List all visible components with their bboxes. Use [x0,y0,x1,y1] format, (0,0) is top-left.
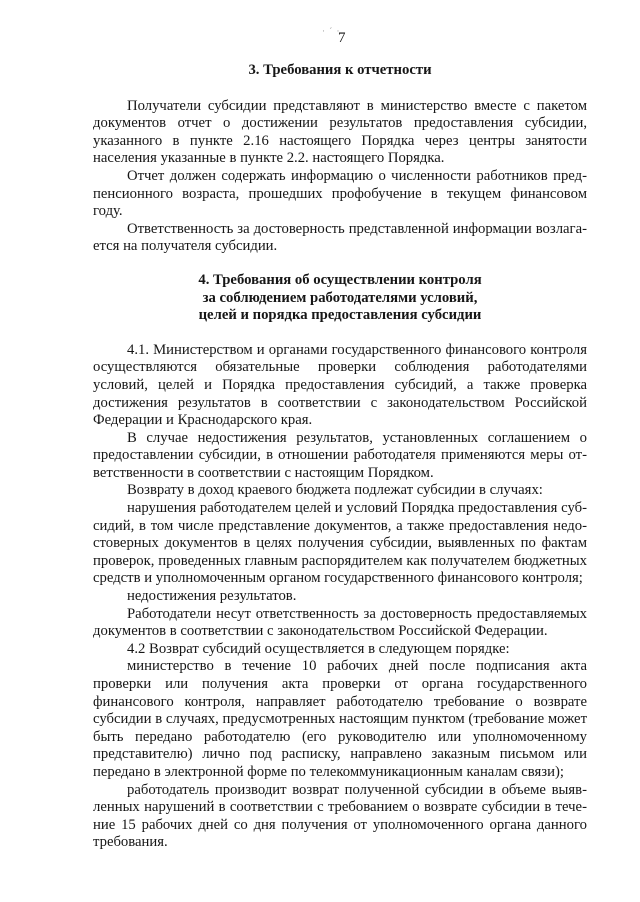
section-4-paragraph: 4.1. Министерством и органами государственного финансового контроля осуществляются обязательные проверки соблюдения работодателями условий, целей и Порядка предоставления субсидий, а также проверка достижения результатов в соответствии с законодательством Российской Федерации и Краснодарского края. [93,341,587,429]
document-body [93,62,587,852]
section-3-title: 3. Требования к отчетности [248,62,432,78]
section-3-paragraph: Ответственность за достоверность представленной информации возлагается на получателя субсидии. [93,220,587,255]
section-4-title-line: целей и порядка предоставления субсидии [198,307,482,324]
section-4-title-line: за соблюдением работодателями условий, [202,289,478,306]
section-4-paragraph: Возврату в доход краевого бюджета подлежат субсидии в случаях: [127,482,543,499]
section-4-paragraph: работодатель производит возврат полученной субсидии в объеме выявленных нарушений в соответствии с требованием о возврате субсидии в течение 15 рабочих дней со дня получения от уполномоченного органа данного требования. [93,781,587,851]
section-4-paragraph: Работодатели несут ответственность за достоверность предоставляемых документов в соответствии с законодательством Российской Федерации. [93,605,587,640]
section-4-paragraph: нарушения работодателем целей и условий Порядка предоставления субсидий, в том числе представление документов, а также предоставления недостоверных документов в целях получения субсидии, выявленных по фактам проверок, проведенных главным распорядителем как получателем бюджетных средств и уполномоченным органом государственного финансового контроля; [93,500,587,587]
section-4-paragraph: В случае недостижения результатов, установленных соглашением о предоставлении субсидии, в отношении работодателя применяются меры ответственности в соответствии с настоящим Порядком. [93,429,587,481]
section-4-title [93,272,587,325]
section-3-paragraph: Получатели субсидии представляют в министерство вместе с пакетом документов отчет о достижении результатов предоставления субсидии, указанного в пункте 2.16 настоящего Порядка через центры занятости населения указанные в пункте 2.2. настоящего Порядка. [93,97,587,167]
section-4-paragraph: министерство в течение 10 рабочих дней после подписания акта проверки или получения акта проверки от органа государственного финансового контроля, направляет работодателю требование о возврате субсидии в случаях, предусмотренных настоящим пунктом (требование может быть передано работодателю (его руководителю или уполномоченному представителю) лично под расписку, направлено заказным письмом или передано в электронной форме по телекоммуникационным каналам связи); [93,658,587,780]
section-3-paragraph: Отчет должен содержать информацию о численности работников предпенсионного возраста, прошедших профобучение в текущем финансовом году. [93,167,587,220]
page-number: 7 [338,30,346,46]
section-4-title-line: 4. Требования об осуществлении контроля [198,271,482,288]
section-4-paragraph: недостижения результатов. [127,588,297,605]
section-4-paragraph: 4.2 Возврат субсидий осуществляется в следующем порядке: [127,640,510,657]
scan-artifact: · ´ · [322,26,341,36]
